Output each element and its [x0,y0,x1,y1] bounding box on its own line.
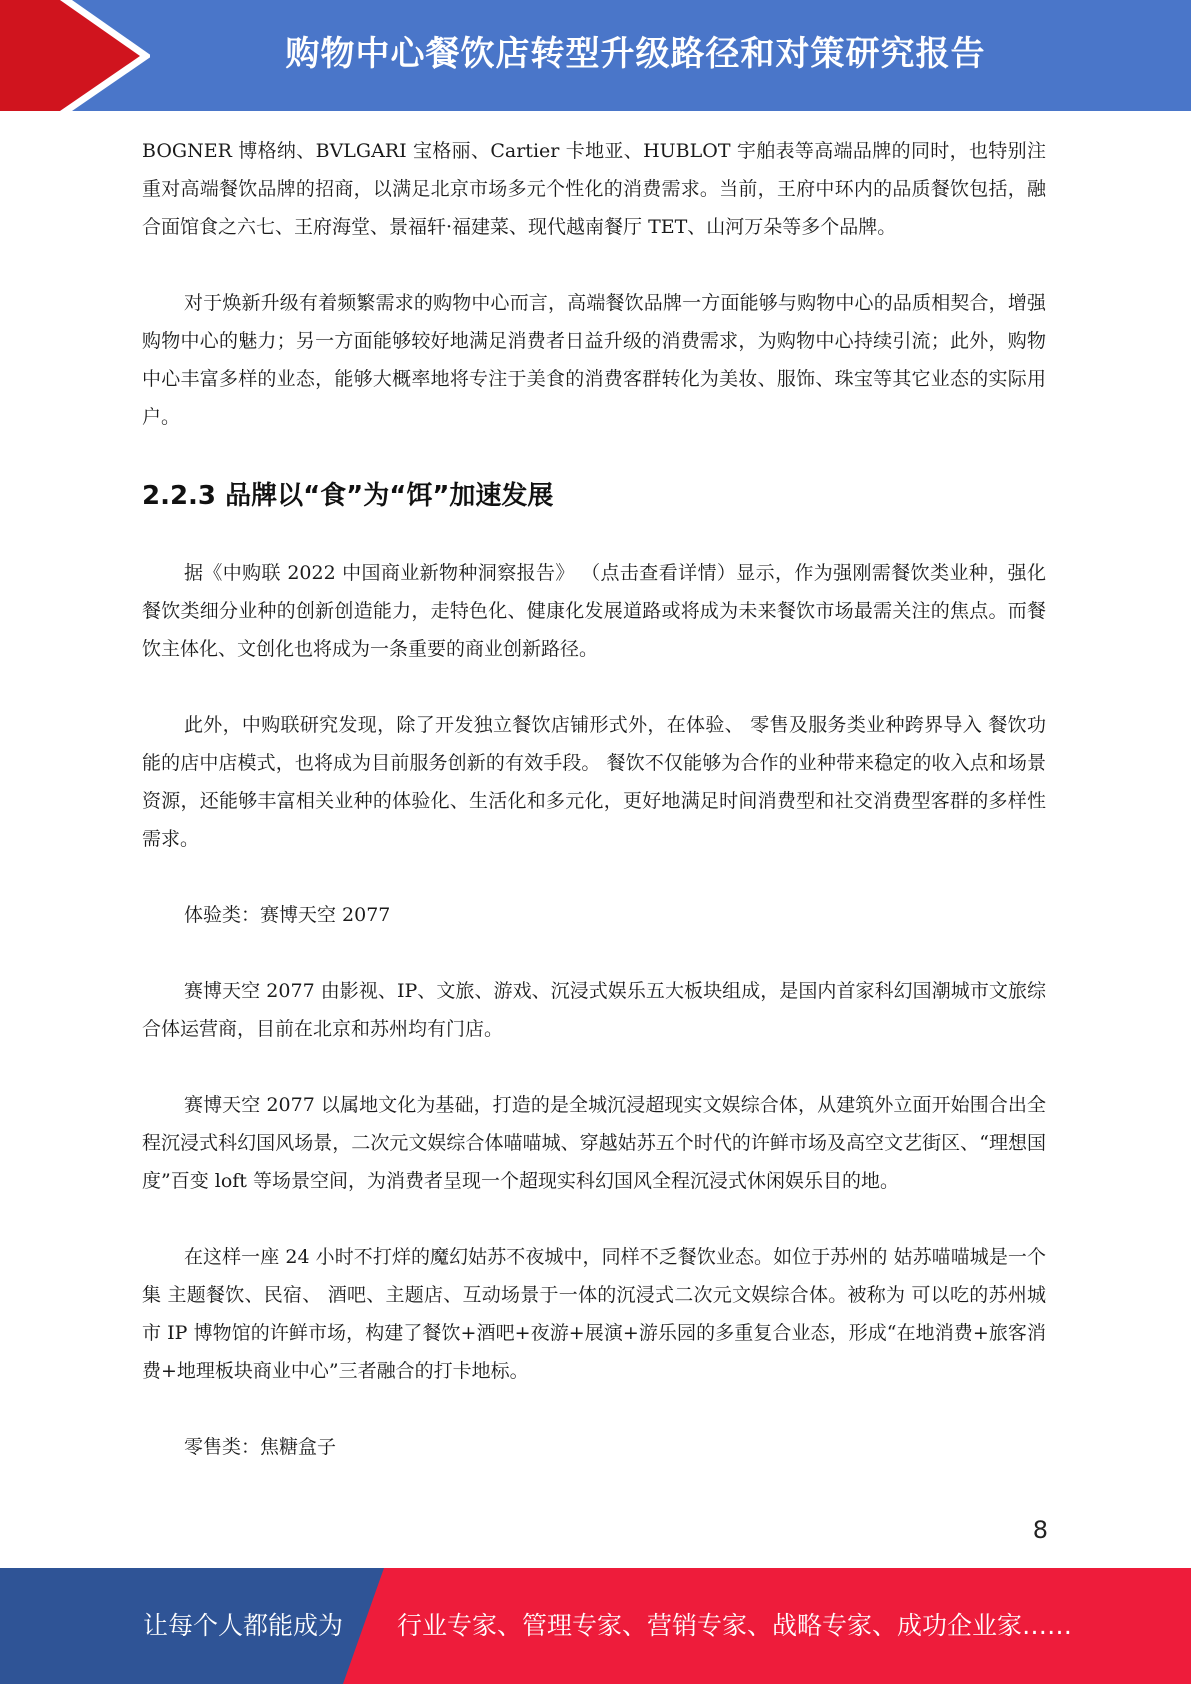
header-flag-graphic [0,0,150,111]
document-title: 购物中心餐饮店转型升级路径和对策研究报告 [285,34,986,74]
page-number: 8 [1032,1516,1048,1544]
subheading-experience: 体验类：赛博天空 2077 [184,904,391,926]
subheading-retail: 零售类：焦糖盒子 [184,1436,337,1458]
footer-slogan-left: 让每个人都能成为 [143,1611,344,1640]
page-header [0,0,1191,111]
paragraph: BOGNER 博格纳、BVLGARI 宝格丽、Cartier 卡地亚、HUBLOT 宇舶表等高端品牌的同时，也特别注重对高端餐饮品牌的招商，以满足北京市场多元个性化的消费需求。当前，王府中环内的品质餐饮包括，融合面馆食之六七、王府海堂、景福轩·福建菜、现代越南餐厅 TET、山河万朵等多个品牌。 [142,140,1046,238]
paragraph: 据《中购联 2022 中国商业新物种洞察报告》 （点击查看详情）显示，作为强刚需餐饮类业种，强化餐饮类细分业种的创新创造能力，走特色化、健康化发展道路或将成为未来餐饮市场最需关注的焦点。而餐饮主体化、文创化也将成为一条重要的商业创新路径。 [142,562,1046,660]
paragraph: 赛博天空 2077 以属地文化为基础，打造的是全城沉浸超现实文娱综合体，从建筑外立面开始围合出全程沉浸式科幻国风场景，二次元文娱综合体喵喵城、穿越姑苏五个时代的许鲜市场及高空文艺街区、“理想国度”百变 loft 等场景空间，为消费者呈现一个超现实科幻国风全程沉浸式休闲娱乐目的地。 [142,1094,1046,1192]
paragraph: 此外，中购联研究发现，除了开发独立餐饮店铺形式外，在体验、 零售及服务类业种跨界导入 餐饮功能的店中店模式，也将成为目前服务创新的有效手段。 餐饮不仅能够为合作的业种带来稳定的收入点和场景资源，还能够丰富相关业种的体验化、生活化和多元化，更好地满足时间消费型和社交消费型客群的多样性需求。 [142,714,1046,850]
document-body [142,132,1046,1504]
page-footer [0,1568,1191,1684]
paragraph: 赛博天空 2077 由影视、IP、文旅、游戏、沉浸式娱乐五大板块组成，是国内首家科幻国潮城市文旅综合体运营商，目前在北京和苏州均有门店。 [142,980,1046,1040]
footer-slogan-right: 行业专家、管理专家、营销专家、战略专家、成功企业家…… [397,1611,1073,1640]
paragraph: 在这样一座 24 小时不打烊的魔幻姑苏不夜城中，同样不乏餐饮业态。如位于苏州的 姑苏喵喵城是一个集 主题餐饮、民宿、 酒吧、主题店、互动场景于一体的沉浸式二次元文娱综合体。被称为 可以吃的苏州城市 IP 博物馆的许鲜市场，构建了餐饮+酒吧+夜游+展演+游乐园的多重复合业态，形成“在地消费+旅客消费+地理板块商业中心”三者融合的打卡地标。 [142,1246,1046,1382]
paragraph: 对于焕新升级有着频繁需求的购物中心而言，高端餐饮品牌一方面能够与购物中心的品质相契合，增强购物中心的魅力；另一方面能够较好地满足消费者日益升级的消费需求，为购物中心持续引流；此外，购物中心丰富多样的业态，能够大概率地将专注于美食的消费客群转化为美妆、服饰、珠宝等其它业态的实际用户。 [142,292,1046,428]
section-heading: 2.2.3 品牌以“食”为“饵”加速发展 [142,481,554,511]
